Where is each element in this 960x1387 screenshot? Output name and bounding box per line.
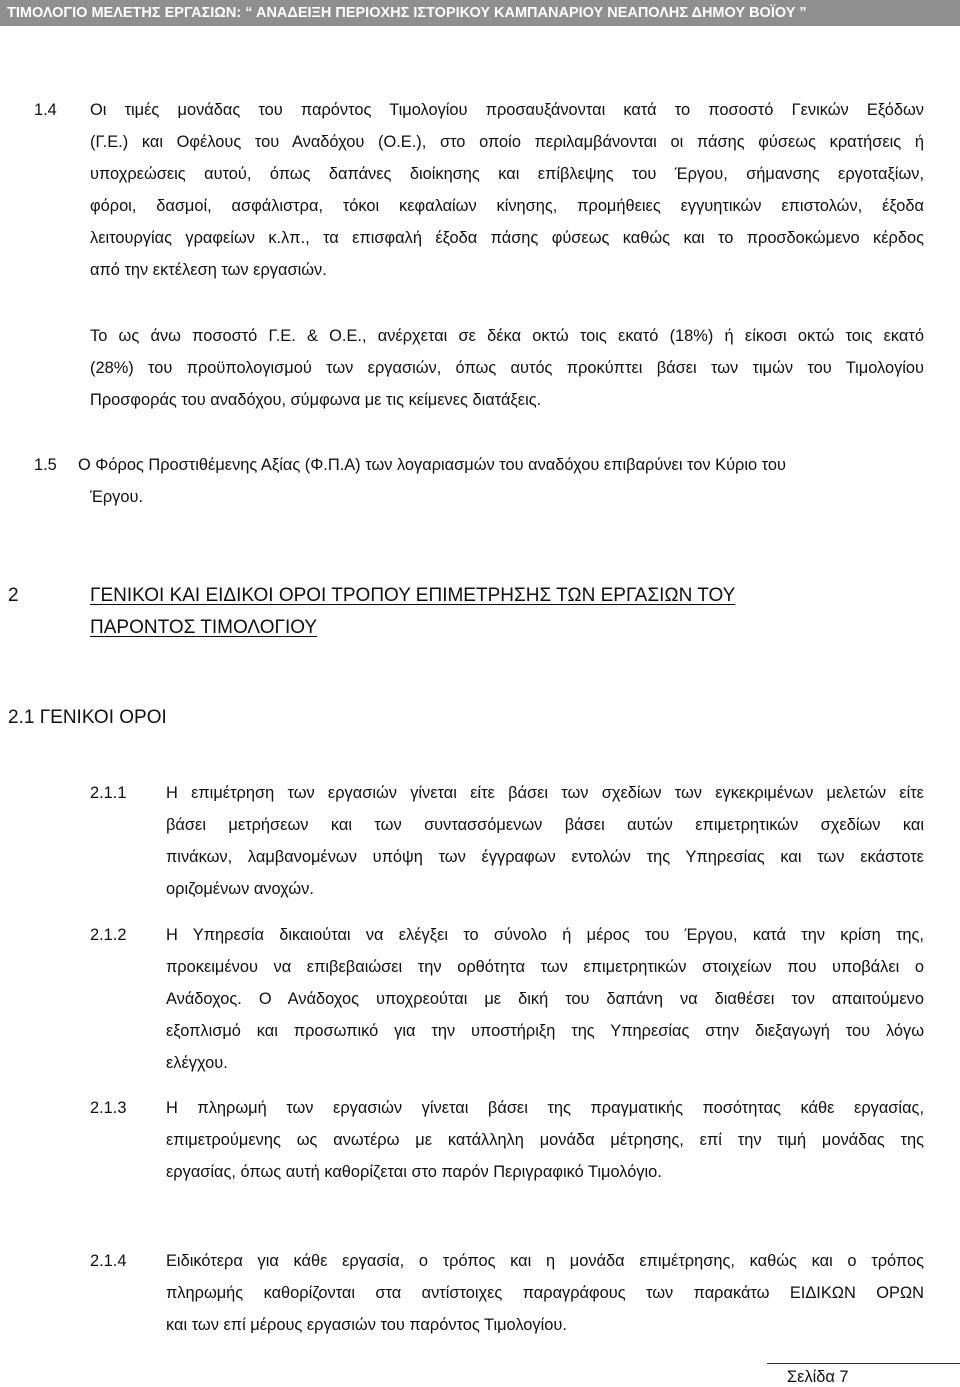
text-line: Έργου.: [90, 488, 144, 506]
text-line: φόροι, δασμοί, ασφάλιστρα, τόκοι κεφαλαίων κίνησης, προμήθειες εγγυητικών επιστολών, έξοδα: [90, 197, 924, 215]
section-number-2: 2: [8, 585, 19, 606]
section-number-2-1-2: 2.1.2: [90, 926, 127, 944]
text-line: προκειμένου να επιβεβαιώσει την ορθότητα των επιμετρητικών στοιχείων που υποβάλει ο: [166, 958, 924, 976]
text-line: Ο Φόρος Προστιθέμενης Αξίας (Φ.Π.Α) των λογαριασμών του αναδόχου επιβαρύνει τον Κύριο του: [78, 456, 786, 474]
text-line: πληρωμής καθορίζονται στα αντίστοιχες παραγράφους των παρακάτω ΕΙΔΙΚΩΝ ΟΡΩΝ: [166, 1284, 924, 1302]
text-line: βάσει μετρήσεων και των συντασσόμενων βάσει αυτών επιμετρητικών σχεδίων και: [166, 816, 924, 834]
text-line: οριζομένων ανοχών.: [166, 880, 314, 898]
text-line: και των επί μέρους εργασιών του παρόντος Τιμολογίου.: [166, 1316, 567, 1334]
text-line: (28%) του προϋπολογισμού των εργασιών, όπως αυτός προκύπτει βάσει των τιμών του Τιμολογίου: [90, 359, 924, 377]
section-number-2-1-3: 2.1.3: [90, 1099, 127, 1117]
text-line: επιμετρούμενης ως ανωτέρω με κατάλληλη μονάδα μέτρησης, επί την τιμή μονάδας της: [166, 1131, 924, 1149]
section-2-heading: [90, 580, 850, 644]
text-line: Προσφοράς του αναδόχου, σύμφωνα με τις κείμενες διατάξεις.: [90, 391, 542, 409]
section-1-4-body: [90, 126, 924, 286]
section-number-2-1-1: 2.1.1: [90, 784, 127, 802]
text-line: εργασίας, όπως αυτή καθορίζεται στο παρόν Περιγραφικό Τιμολόγιο.: [166, 1163, 662, 1181]
text-line: από την εκτέλεση των εργασιών.: [90, 261, 327, 279]
text-line: Το ως άνω ποσοστό Γ.Ε. & Ο.Ε., ανέρχεται σε δέκα οκτώ τοις εκατό (18%) ή είκοσι οκτώ τοις εκατό: [90, 327, 924, 345]
text-line: Η επιμέτρηση των εργασιών γίνεται είτε βάσει των σχεδίων των εγκεκριμένων μελετών είτε: [166, 784, 924, 802]
text-line: ελέγχου.: [166, 1054, 228, 1072]
section-2-1-1-paragraph: [166, 777, 924, 905]
text-line: (Γ.Ε.) και Οφέλους του Αναδόχου (Ο.Ε.), στο οποίο περιλαμβάνονται οι πάσης φύσεως κρατήσεις ή: [90, 133, 924, 151]
section-1-4-percentage-paragraph: [90, 320, 924, 416]
section-2-1-2-paragraph: [166, 919, 924, 1079]
section-number-1-4: 1.4: [34, 101, 57, 119]
text-line: Οι τιμές μονάδας του παρόντος Τιμολογίου προσαυξάνονται κατά το ποσοστό Γενικών Εξόδων: [90, 101, 924, 119]
section-1-5-paragraph: [78, 449, 924, 513]
text-line: Ανάδοχος. Ο Ανάδοχος υποχρεούται με δική του δαπάνη να διαθέσει τον απαιτούμενο: [166, 990, 924, 1008]
heading-line: ΓΕΝΙΚΟΙ ΚΑΙ ΕΙΔΙΚΟΙ ΟΡΟΙ ΤΡΟΠΟΥ ΕΠΙΜΕΤΡΗΣΗΣ ΤΩΝ ΕΡΓΑΣΙΩΝ ΤΟΥ: [90, 585, 736, 606]
text-line: Η πληρωμή των εργασιών γίνεται βάσει της πραγματικής ποσότητας κάθε εργασίας,: [166, 1099, 924, 1117]
text-line: Η Υπηρεσία δικαιούται να ελέγξει το σύνολο ή μέρος του Έργου, κατά την κρίση της,: [166, 926, 924, 944]
text-line: πινάκων, λαμβανομένων υπόψη των έγγραφων εντολών της Υπηρεσίας και των εκάστοτε: [166, 848, 924, 866]
page-number: Σελίδα 7: [787, 1368, 849, 1386]
text-line: Ειδικότερα για κάθε εργασία, ο τρόπος και η μονάδα επιμέτρησης, καθώς και ο τρόπος: [166, 1252, 924, 1270]
section-2-1-3-paragraph: [166, 1092, 924, 1188]
footer-rule: [767, 1363, 960, 1364]
section-number-2-1-4: 2.1.4: [90, 1252, 127, 1270]
document-header: ΤΙΜΟΛΟΓΙΟ ΜΕΛΕΤΗΣ ΕΡΓΑΣΙΩΝ: “ ΑΝΑΔΕΙΞΗ ΠΕΡΙΟΧΗΣ ΙΣΤΟΡΙΚΟΥ ΚΑΜΠΑΝΑΡΙΟΥ ΝΕΑΠΟΛΗΣ ΔΗΜΟΥ ΒΟΪΟΥ ”: [0, 0, 960, 26]
text-line: υποχρεώσεις αυτού, όπως δαπάνες διοίκησης και επίβλεψης του Έργου, σήμανσης εργοταξίων,: [90, 165, 924, 183]
section-2-1-heading: 2.1 ΓΕΝΙΚΟΙ ΟΡΟΙ: [8, 707, 167, 728]
section-2-1-4-paragraph: [166, 1245, 924, 1341]
text-line: εξοπλισμό και προσωπικό για την υποστήριξη της Υπηρεσίας στην διεξαγωγή του λόγω: [166, 1022, 924, 1040]
text-line: λειτουργίας γραφείων κ.λπ., τα επισφαλή έξοδα πάσης φύσεως καθώς και το προσδοκώμενο κέρδος: [90, 229, 924, 247]
section-number-1-5: 1.5: [34, 456, 57, 474]
section-1-4-paragraph: [90, 94, 924, 126]
heading-line: ΠΑΡΟΝΤΟΣ ΤΙΜΟΛΟΓΙΟΥ: [90, 617, 318, 638]
